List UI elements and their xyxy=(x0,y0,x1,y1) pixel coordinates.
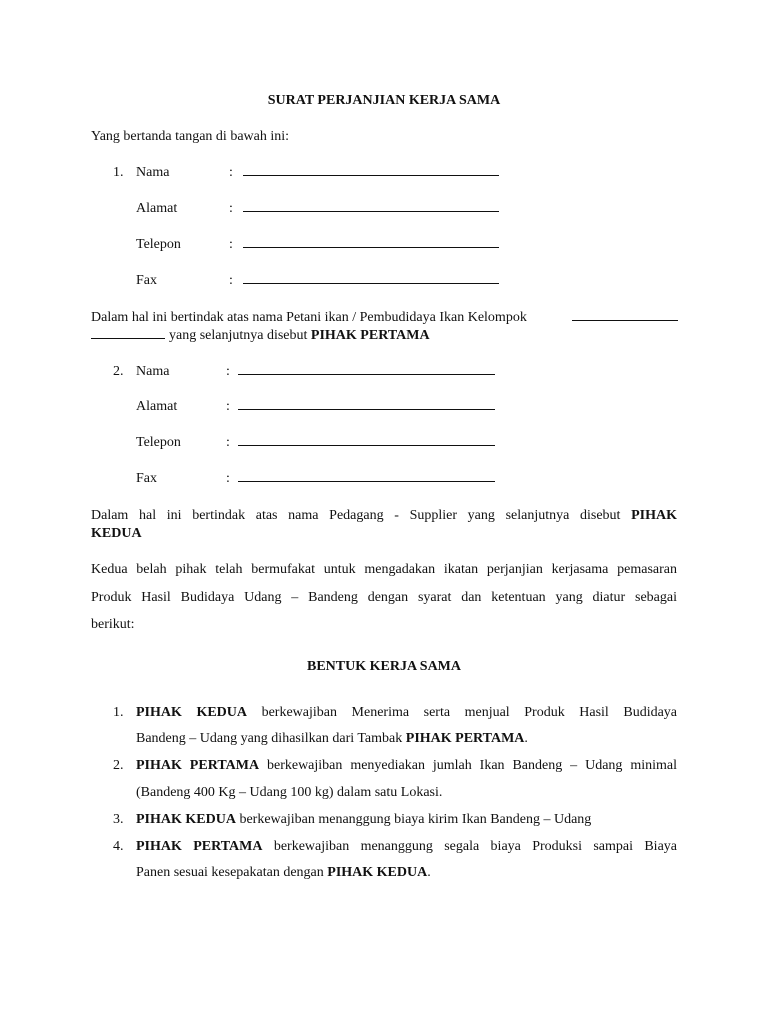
party1-phone-colon: : xyxy=(229,237,233,252)
clause-1-line2 xyxy=(136,731,528,747)
party1-address-blank xyxy=(243,211,499,212)
party1-name-label: Nama xyxy=(136,165,170,180)
party1-statement-line2: yang selanjutnya disebut xyxy=(169,328,308,343)
party1-group-blank-b xyxy=(91,338,165,339)
party1-address-label: Alamat xyxy=(136,201,178,216)
party2-fax-label: Fax xyxy=(136,471,157,486)
party1-role: PIHAK PERTAMA xyxy=(310,328,430,343)
clause-4-line2 xyxy=(136,865,431,881)
party2-number: 2. xyxy=(113,364,124,379)
party2-phone-blank xyxy=(238,445,495,446)
clause-2-party: PIHAK PERTAMA xyxy=(136,758,260,773)
party2-role-b: KEDUA xyxy=(91,526,142,541)
party2-address-label: Alamat xyxy=(136,399,178,414)
clause-4-party2: PIHAK KEDUA xyxy=(327,865,428,880)
clause-1-line1 xyxy=(136,705,677,721)
clause-4-number: 4. xyxy=(113,839,124,854)
party2-fax-blank xyxy=(238,481,495,482)
party1-name-blank xyxy=(243,175,499,176)
party1-fax-label: Fax xyxy=(136,273,157,288)
party2-statement-line1 xyxy=(91,508,677,524)
clause-4-text2: Panen sesuai kesepakatan dengan xyxy=(136,865,324,880)
party2-statement-text: Dalam hal ini bertindak atas nama Pedagang - Supplier yang selanjutnya disebut xyxy=(91,508,621,523)
party1-phone-blank xyxy=(243,247,499,248)
clause-2-line1 xyxy=(136,758,677,774)
clause-3-text1: berkewajiban menanggung biaya kirim Ikan Bandeng – Udang xyxy=(239,812,592,827)
clause-3-party: PIHAK KEDUA xyxy=(136,812,236,827)
party2-name-colon: : xyxy=(226,364,230,379)
clause-1-party: PIHAK KEDUA xyxy=(136,705,248,720)
clause-4-line1 xyxy=(136,839,677,855)
party2-name-label: Nama xyxy=(136,364,170,379)
party1-name-colon: : xyxy=(229,165,233,180)
clause-2-text1: berkewajiban menyediakan jumlah Ikan Bandeng – Udang minimal xyxy=(266,758,677,773)
party1-number: 1. xyxy=(113,165,124,180)
party2-phone-colon: : xyxy=(226,435,230,450)
party1-statement-line1: Dalam hal ini bertindak atas nama Petani ikan / Pembudidaya Ikan Kelompok xyxy=(91,310,527,325)
intro-text: Yang bertanda tangan di bawah ini: xyxy=(91,129,290,144)
clause-1-end: . xyxy=(524,731,528,746)
party1-phone-label: Telepon xyxy=(136,237,181,252)
party2-name-blank xyxy=(238,374,495,375)
clause-3-line1 xyxy=(136,812,591,828)
clause-1-text2: Bandeng – Udang yang dihasilkan dari Tambak xyxy=(136,731,403,746)
party2-role-a: PIHAK xyxy=(631,508,677,523)
party2-fax-colon: : xyxy=(226,471,230,486)
agreement-line2: Produk Hasil Budidaya Udang – Bandeng dengan syarat dan ketentuan yang diatur sebagai xyxy=(91,590,677,605)
party2-address-colon: : xyxy=(226,399,230,414)
party1-fax-colon: : xyxy=(229,273,233,288)
party1-group-blank-a xyxy=(572,320,678,321)
clause-4-party: PIHAK PERTAMA xyxy=(136,839,263,854)
document-title: SURAT PERJANJIAN KERJA SAMA xyxy=(267,93,501,108)
clause-1-party2: PIHAK PERTAMA xyxy=(405,731,525,746)
section-title: BENTUK KERJA SAMA xyxy=(306,659,462,674)
clause-3-number: 3. xyxy=(113,812,124,827)
agreement-line3: berikut: xyxy=(91,617,135,632)
clause-1-number: 1. xyxy=(113,705,124,720)
party1-address-colon: : xyxy=(229,201,233,216)
party2-address-blank xyxy=(238,409,495,410)
clause-2-text2: (Bandeng 400 Kg – Udang 100 kg) dalam satu Lokasi. xyxy=(136,785,443,800)
party1-fax-blank xyxy=(243,283,499,284)
agreement-line1: Kedua belah pihak telah bermufakat untuk mengadakan ikatan perjanjian kerjasama pemasaran xyxy=(91,562,677,577)
clause-4-end: . xyxy=(427,865,431,880)
party2-phone-label: Telepon xyxy=(136,435,181,450)
clause-2-number: 2. xyxy=(113,758,124,773)
clause-1-text1: berkewajiban Menerima serta menjual Produk Hasil Budidaya xyxy=(261,705,678,720)
clause-4-text1: berkewajiban menanggung segala biaya Produksi sampai Biaya xyxy=(273,839,677,854)
